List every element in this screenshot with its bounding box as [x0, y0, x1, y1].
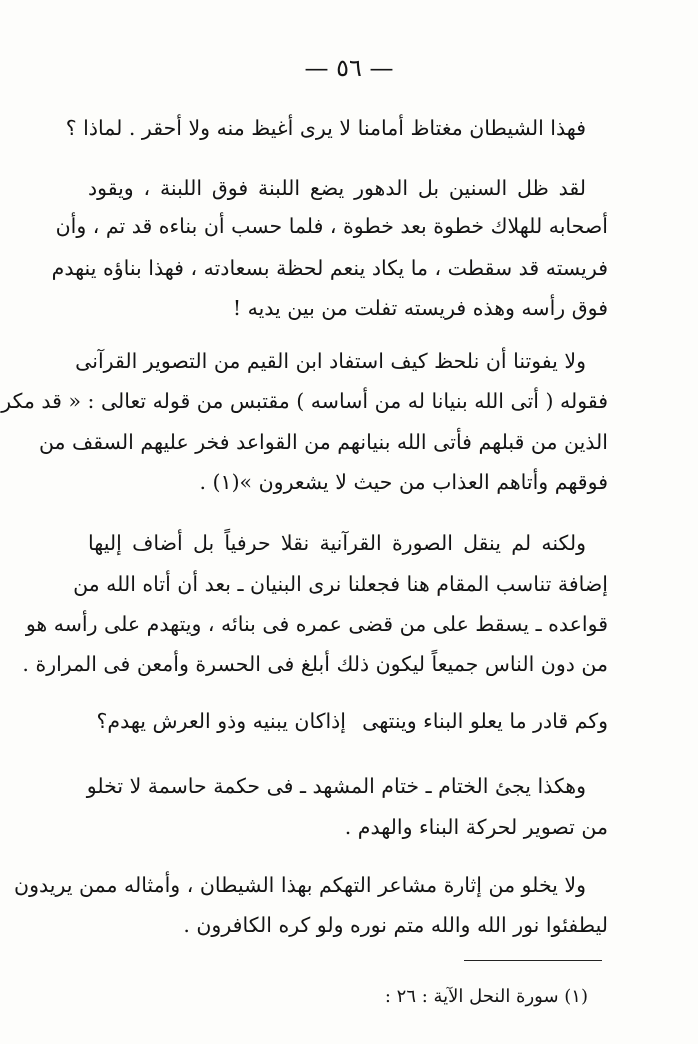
paragraph-2-line-2: أصحابه للهلاك خطوة بعد خطوة ، فلما حسب أن بناءه قد تم ، وأن	[55, 214, 608, 238]
paragraph-3-line-2: فقوله ( أتى الله بنيانا له من أساسه ) مقتبس من قوله تعالى : « قد مكر	[1, 389, 608, 413]
paragraph-3-line-3: الذين من قبلهم فأتى الله بنيانهم من القواعد فخر عليهم السقف من	[38, 430, 608, 454]
paragraph-3-line-4: فوقهم وأتاهم العذاب من حيث لا يشعرون »(١) .	[199, 470, 608, 494]
paragraph-2-line-3: فريسته قد سقطت ، ما يكاد ينعم لحظة بسعادته ، فهذا بناؤه ينهدم	[51, 256, 608, 280]
footnote-divider	[464, 960, 602, 961]
page-number: — ٥٦ —	[304, 54, 394, 82]
paragraph-4-line-1: ولكنه لم ينقل الصورة القرآنية نقلا حرفياً بل أضاف إليها	[88, 531, 586, 555]
paragraph-4-line-3: قواعده ـ يسقط على من قضى عمره فى بنائه ، ويتهدم على رأسه هو	[25, 612, 608, 636]
paragraph-4-line-2: إضافة تناسب المقام هنا فجعلنا نرى البنيان ـ بعد أن أتاه الله من	[73, 572, 608, 596]
poem-verse	[88, 705, 608, 737]
paragraph-6-line-1: وهكذا يجئ الختام ـ ختام المشهد ـ فى حكمة حاسمة لا تخلو	[86, 774, 586, 798]
paragraph-4-line-4: من دون الناس جميعاً ليكون ذلك أبلغ فى الحسرة وأمعن فى المرارة .	[22, 652, 608, 676]
paragraph-2-line-1: لقد ظل السنين بل الدهور يضع اللبنة فوق اللبنة ، ويقود	[88, 176, 586, 200]
paragraph-3-line-1: ولا يفوتنا أن نلحظ كيف استفاد ابن القيم من التصوير القرآنى	[75, 349, 586, 373]
paragraph-1-line-1: فهذا الشيطان مغتاظ أمامنا لا يرى أغيظ منه ولا أحقر . لماذا ؟	[65, 116, 586, 140]
paragraph-6-line-2: من تصوير لحركة البناء والهدم .	[344, 815, 608, 839]
verse-second-hemistich: إذاكان يبنيه وذو العرش يهدم؟	[96, 709, 346, 733]
verse-first-hemistich: وكم قادر ما يعلو البناء وينتهى	[362, 709, 608, 733]
footnote: (١) سورة النحل الآية : ٢٦ :	[384, 986, 588, 1007]
paragraph-2-line-4: فوق رأسه وهذه فريسته تفلت من بين يديه !	[232, 296, 608, 320]
paragraph-7-line-1: ولا يخلو من إثارة مشاعر التهكم بهذا الشيطان ، وأمثاله ممن يريدون	[14, 873, 586, 897]
paragraph-7-line-2: ليطفئوا نور الله والله متم نوره ولو كره الكافرون .	[183, 913, 608, 937]
